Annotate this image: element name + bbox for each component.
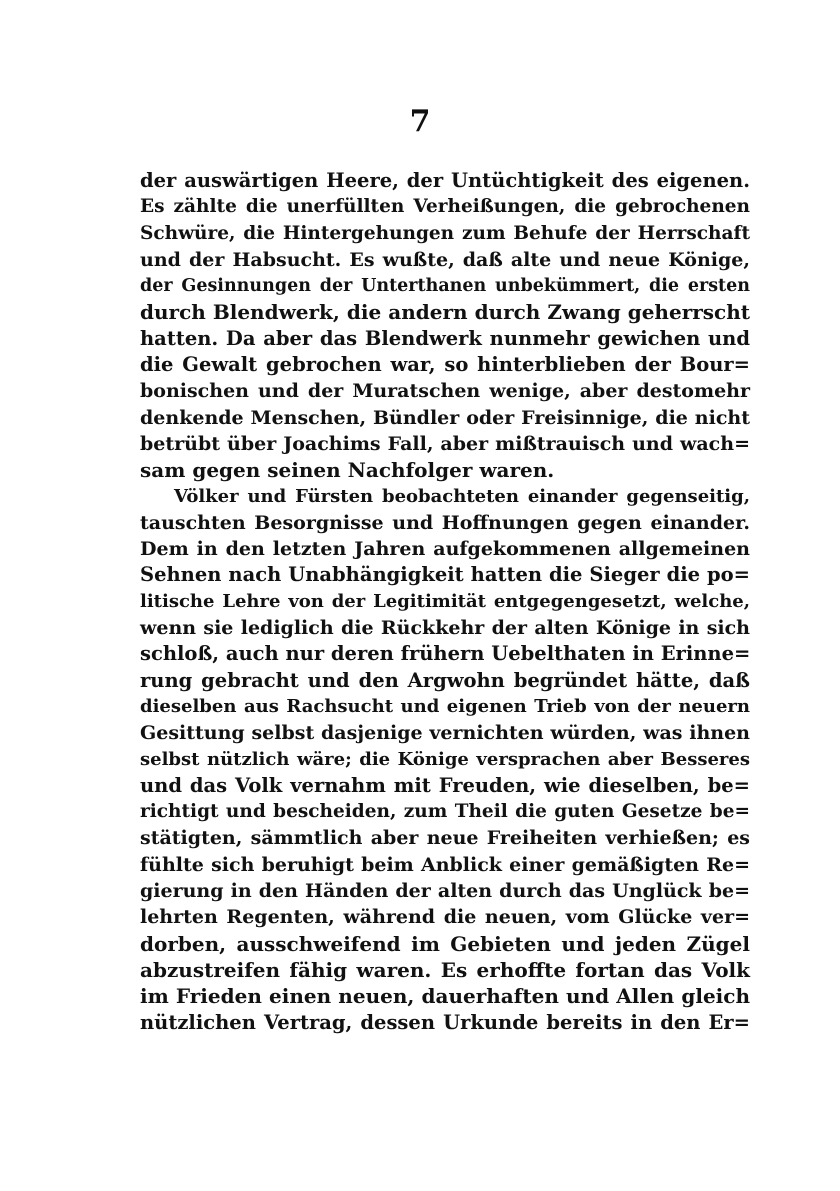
- text-line: sam gegen seinen Nachfolger waren.: [140, 458, 555, 483]
- text-line: bonischen und der Muratschen wenige, aber destomehr: [140, 380, 750, 403]
- body-text: [140, 168, 750, 1036]
- text-line: und das Volk vernahm mit Freuden, wie dieselben, be=: [140, 773, 750, 797]
- text-line: Gesittung selbst dasjenige vernichten würden, was ihnen: [140, 722, 750, 745]
- text-line: durch Blendwerk, die andern durch Zwang geherrscht: [140, 300, 750, 325]
- text-line: im Frieden einen neuen, dauerhaften und Allen gleich: [140, 984, 750, 1009]
- text-line: der auswärtigen Heere, der Untüchtigkeit des eigenen.: [140, 169, 750, 192]
- text-line: dorben, ausschweifend im Gebieten und jeden Zügel: [140, 931, 750, 956]
- text-line: richtigt und bescheiden, zum Theil die guten Gesetze be=: [140, 801, 750, 823]
- text-line: Dem in den letzten Jahren aufgekommenen allgemeinen: [140, 538, 750, 561]
- text-line: fühlte sich beruhigt beim Anblick einer gemäßigten Re=: [140, 853, 750, 876]
- text-line: gierung in den Händen der alten durch das Unglück be=: [140, 880, 750, 903]
- text-line: schloß, auch nur deren frühern Uebelthaten in Erinne=: [140, 642, 751, 666]
- page-number: 7: [409, 104, 431, 139]
- text-line: lehrten Regenten, während die neuen, vom Glücke ver=: [140, 906, 750, 929]
- text-line: abzustreifen fähig waren. Es erhoffte fortan das Volk: [140, 957, 750, 982]
- text-line: wenn sie lediglich die Rückkehr der alten Könige in sich: [140, 617, 750, 640]
- text-line: rung gebracht und den Argwohn begründet hätte, daß: [140, 668, 750, 692]
- text-line: stätigten, sämmtlich aber neue Freiheiten verhießen; es: [140, 827, 750, 850]
- text-line: Es zählte die unerfüllten Verheißungen, die gebrochenen: [140, 196, 750, 218]
- text-line: Völker und Fürsten beobachteten einander gegenseitig,: [174, 485, 750, 507]
- text-line: Sehnen nach Unabhängigkeit hatten die Sieger die po=: [140, 563, 750, 587]
- text-line: und der Habsucht. Es wußte, daß alte und neue Könige,: [140, 248, 750, 271]
- text-line: tauschten Besorgnisse und Hoffnungen gegen einander.: [140, 511, 750, 534]
- text-line: litische Lehre von der Legitimität entgegengesetzt, welche,: [140, 590, 750, 612]
- text-line: die Gewalt gebrochen war, so hinterblieben der Bour=: [140, 353, 750, 377]
- text-line: betrübt über Joachims Fall, aber mißtrauisch und wach=: [140, 432, 750, 455]
- text-line: nützlichen Vertrag, dessen Urkunde bereits in den Er=: [140, 1010, 750, 1034]
- text-line: der Gesinnungen der Unterthanen unbekümmert, die ersten: [140, 276, 750, 297]
- text-line: Schwüre, die Hintergehungen zum Behufe der Herrschaft: [140, 222, 750, 244]
- text-line: dieselben aus Rachsucht und eigenen Trieb von der neuern: [140, 695, 750, 717]
- text-line: denkende Menschen, Bündler oder Freisinnige, die nicht: [140, 406, 750, 429]
- text-line: hatten. Da aber das Blendwerk nunmehr gewichen und: [140, 326, 750, 350]
- text-line: selbst nützlich wäre; die Könige versprachen aber Besseres: [140, 748, 750, 770]
